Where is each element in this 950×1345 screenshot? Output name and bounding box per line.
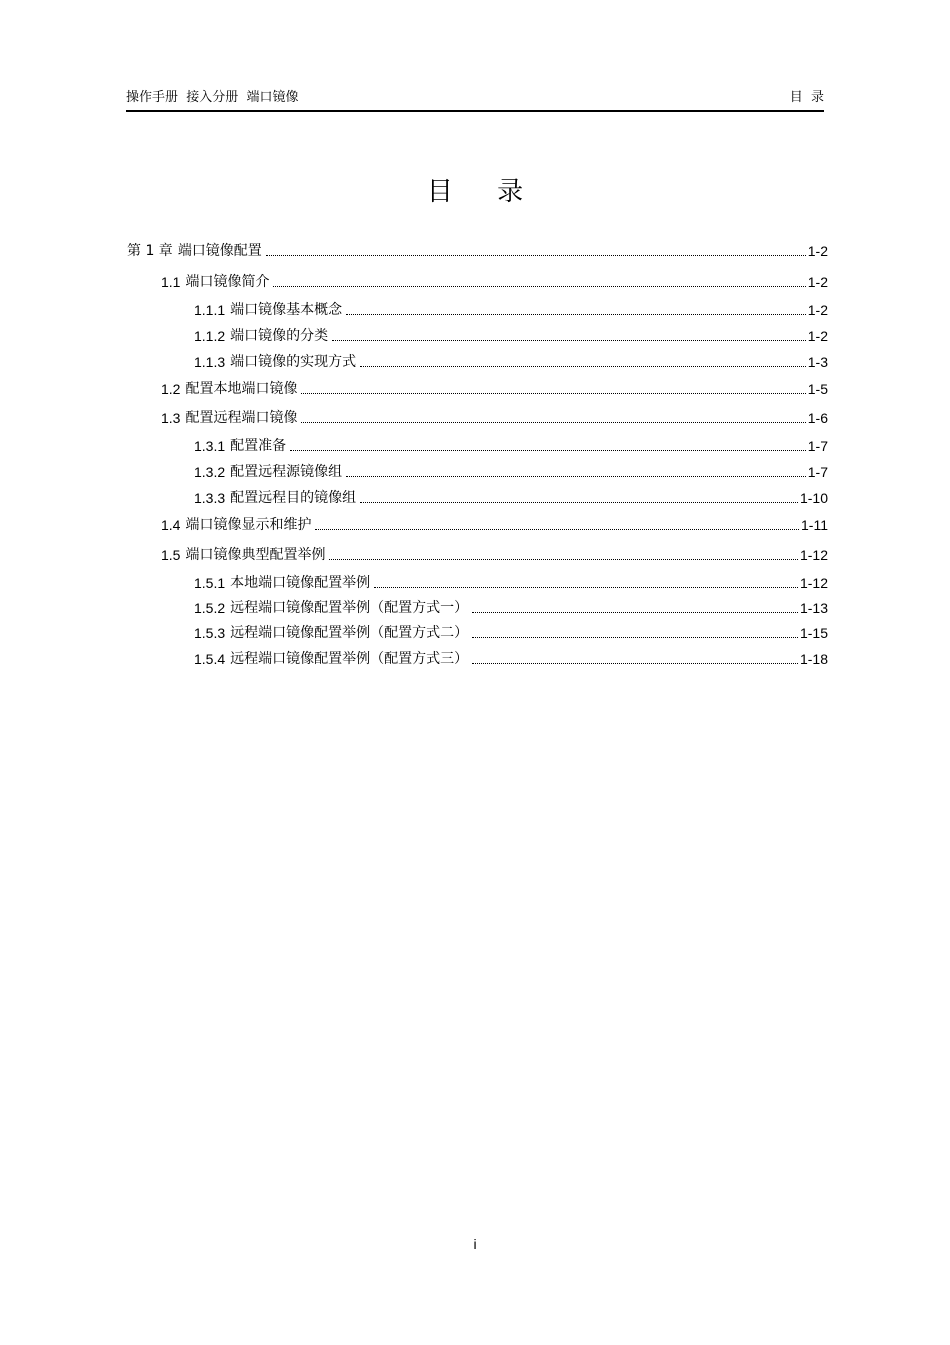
toc-dot-leader	[360, 502, 798, 503]
toc-dot-leader	[346, 314, 806, 315]
toc-entry-page: 1-12	[799, 575, 828, 591]
toc-entry-page: 1-18	[799, 651, 828, 667]
toc-entry-page: 1-2	[807, 302, 828, 318]
toc-entry-title: 端口镜像基本概念	[230, 302, 343, 318]
toc-entry-title: 配置远程端口镜像	[185, 410, 298, 426]
toc-entry[interactable]	[194, 352, 828, 372]
page-title: 目 录	[426, 177, 542, 207]
toc-entry[interactable]	[194, 462, 828, 482]
toc-entry-number: 1.2	[161, 381, 181, 397]
toc-entry-title: 远程端口镜像配置举例（配置方式二）	[230, 625, 469, 641]
toc-entry-page: 1-2	[807, 243, 828, 259]
toc-entry-title: 端口镜像典型配置举例	[185, 547, 326, 563]
toc-entry[interactable]	[127, 241, 828, 261]
toc-entry[interactable]	[194, 623, 828, 643]
page-header	[126, 88, 824, 112]
toc-entry-page: 1-2	[807, 328, 828, 344]
toc-dot-leader	[301, 393, 805, 394]
toc-entry-number: 1.1.2	[194, 328, 226, 344]
toc-dot-leader	[360, 366, 806, 367]
toc-entry[interactable]	[161, 515, 828, 535]
toc-entry-number: 1.5.2	[194, 600, 226, 616]
toc-entry-number: 1.5.4	[194, 651, 226, 667]
toc-entry-number: 1.5.3	[194, 625, 226, 641]
toc-entry[interactable]	[194, 649, 828, 669]
toc-entry-title: 配置远程源镜像组	[230, 464, 343, 480]
toc-dot-leader	[472, 637, 798, 638]
toc-dot-leader	[290, 450, 806, 451]
toc-entry-title: 本地端口镜像配置举例	[230, 575, 371, 591]
toc-entry-title: 配置准备	[230, 438, 287, 454]
toc-entry-number: 1.3	[161, 410, 181, 426]
toc-entry-page: 1-7	[807, 464, 828, 480]
toc-entry-title: 配置远程目的镜像组	[230, 490, 357, 506]
toc-dot-leader	[472, 612, 798, 613]
toc-entry[interactable]	[161, 545, 828, 565]
toc-entry-page: 1-11	[801, 517, 828, 533]
toc-dot-leader	[374, 587, 798, 588]
toc-entry-number: 1.5.1	[194, 575, 226, 591]
toc-entry-number: 1.3.1	[194, 438, 226, 454]
toc-entry-page: 1-15	[799, 625, 828, 641]
toc-entry[interactable]	[194, 598, 828, 618]
toc-entry[interactable]	[194, 326, 828, 346]
toc-entry-title: 端口镜像显示和维护	[185, 517, 312, 533]
toc-dot-leader	[472, 663, 798, 664]
toc-entry[interactable]	[194, 488, 828, 508]
toc-entry-page: 1-10	[799, 490, 828, 506]
header-section-name: 目 录	[789, 90, 824, 105]
toc-entry-number: 第 1 章	[127, 243, 173, 259]
toc-entry-title: 远程端口镜像配置举例（配置方式一）	[230, 600, 469, 616]
toc-entry-page: 1-7	[807, 438, 828, 454]
toc-entry-title: 配置本地端口镜像	[185, 381, 298, 397]
toc-entry-number: 1.3.2	[194, 464, 226, 480]
toc-entry-title: 端口镜像简介	[185, 274, 270, 290]
toc-dot-leader	[273, 286, 805, 287]
page-number: i	[473, 1236, 477, 1252]
toc-entry-title: 端口镜像的分类	[230, 328, 329, 344]
toc-dot-leader	[315, 529, 799, 530]
toc-entry-page: 1-2	[807, 274, 828, 290]
toc-entry-title: 端口镜像配置	[177, 243, 262, 259]
toc-dot-leader	[266, 255, 806, 256]
toc-entry-number: 1.1.1	[194, 302, 226, 318]
toc-entry[interactable]	[161, 408, 828, 428]
toc-entry-page: 1-13	[799, 600, 828, 616]
toc-entry-number: 1.1	[161, 274, 181, 290]
toc-dot-leader	[301, 422, 805, 423]
toc-entry-number: 1.3.3	[194, 490, 226, 506]
toc-entry[interactable]	[161, 272, 828, 292]
toc-entry-page: 1-6	[807, 410, 828, 426]
toc-dot-leader	[332, 340, 806, 341]
toc-dot-leader	[346, 476, 806, 477]
toc-entry-page: 1-3	[807, 354, 828, 370]
toc-entry-number: 1.5	[161, 547, 181, 563]
toc-entry-number: 1.4	[161, 517, 181, 533]
toc-entry[interactable]	[194, 300, 828, 320]
header-document-path: 操作手册 接入分册 端口镜像	[126, 90, 299, 105]
toc-entry-title: 远程端口镜像配置举例（配置方式三）	[230, 651, 469, 667]
toc-entry[interactable]	[194, 436, 828, 456]
toc-entry[interactable]	[194, 573, 828, 593]
toc-dot-leader	[329, 559, 798, 560]
toc-entry-page: 1-5	[807, 381, 828, 397]
toc-entry-page: 1-12	[799, 547, 828, 563]
toc-entry[interactable]	[161, 379, 828, 399]
toc-entry-number: 1.1.3	[194, 354, 226, 370]
toc-entry-title: 端口镜像的实现方式	[230, 354, 357, 370]
